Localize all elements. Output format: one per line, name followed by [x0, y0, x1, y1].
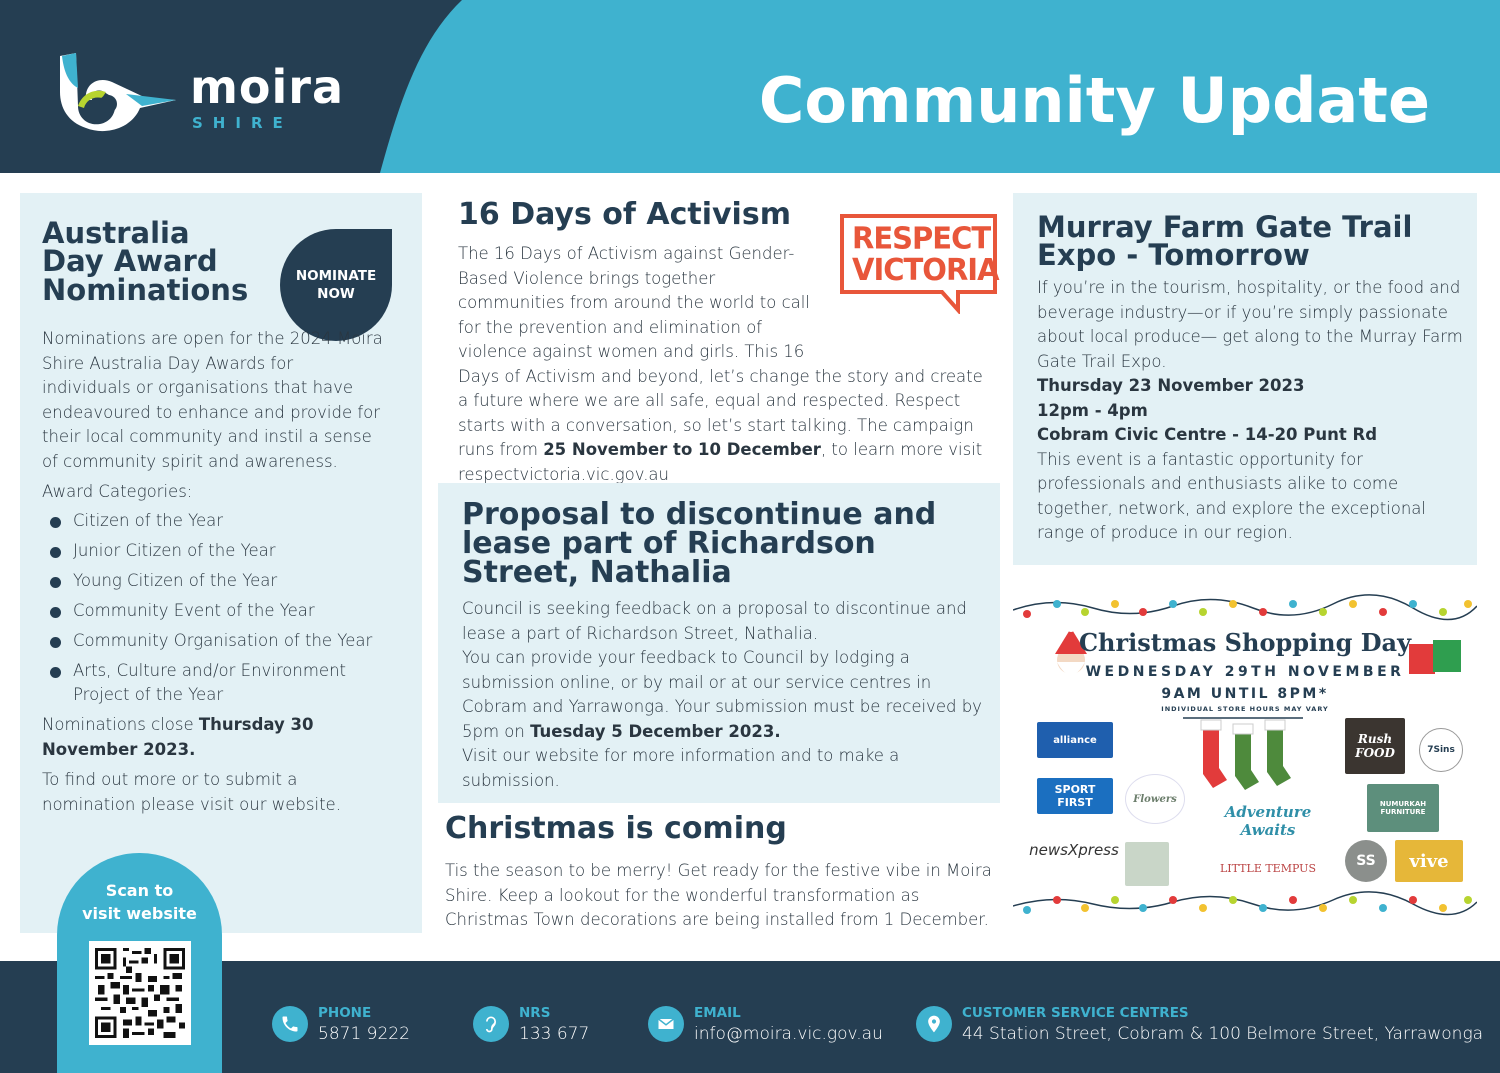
- page-title: Community Update: [758, 64, 1430, 137]
- list-item: Community Event of the Year: [42, 599, 387, 624]
- close-prefix: Nominations close: [42, 715, 199, 734]
- australia-day-body: [42, 327, 387, 817]
- find-out-more: To find out more or to submit a nomination please visit our website.: [42, 770, 341, 814]
- email-icon-graphic: [656, 1014, 676, 1034]
- centres-value: 44 Station Street, Cobram & 100 Belmore Street, Yarrawonga: [962, 1024, 1484, 1044]
- sponsor-logo: [1125, 842, 1169, 886]
- sponsor-logo: vive: [1395, 840, 1463, 882]
- phone-icon-graphic: [280, 1014, 300, 1034]
- sponsor-logo: Rush FOOD: [1345, 718, 1405, 774]
- sponsor-logo: SS: [1345, 840, 1387, 882]
- nominations-close: [42, 713, 387, 762]
- scan-label: [57, 879, 222, 925]
- proposal-p2: [462, 646, 987, 744]
- shopping-day-note: INDIVIDUAL STORE HOURS MAY VARY: [1161, 705, 1329, 713]
- title-line: Australia: [42, 216, 190, 250]
- list-item: Young Citizen of the Year: [42, 569, 387, 594]
- contact-nrs[interactable]: [473, 1004, 589, 1046]
- proposal-body: [462, 597, 987, 793]
- location-pin-icon: [916, 1006, 952, 1042]
- list-item: Community Organisation of the Year: [42, 629, 387, 654]
- respect-logo-line: RESPECT: [852, 220, 991, 257]
- badge-line: NOMINATE: [295, 268, 377, 284]
- scan-website-tab[interactable]: [57, 853, 222, 1073]
- contact-phone[interactable]: [272, 1004, 410, 1046]
- farm-gate-body: [1037, 276, 1469, 546]
- sponsor-logo: NUMURKAH FURNITURE: [1367, 784, 1439, 832]
- activism-title: 16 Days of Activism: [458, 197, 791, 232]
- scan-line: visit website: [82, 904, 197, 923]
- australia-day-title: [42, 216, 282, 307]
- logo-spacer: [818, 242, 988, 347]
- shopping-day-time: 9AM UNTIL 8PM*: [1161, 686, 1329, 702]
- nrs-value: 133 677: [519, 1024, 590, 1044]
- sponsor-logo: LITTLE TEMPUS: [1219, 861, 1316, 875]
- categories-label: Award Categories:: [42, 482, 193, 501]
- contact-email[interactable]: [648, 1004, 883, 1046]
- sponsor-logo: 7Sins: [1419, 728, 1463, 772]
- shopping-day-date: WEDNESDAY 29TH NOVEMBER: [1085, 664, 1405, 680]
- sponsor-logo: newsXpress: [1029, 841, 1119, 859]
- phone-value: 5871 9222: [318, 1024, 410, 1044]
- list-item: Citizen of the Year: [42, 509, 387, 534]
- farm-gate-outro: This event is a fantastic opportunity for professionals and enthusiasts alike to come together, network, and explore the exceptional range of produce in our region.: [1037, 449, 1427, 542]
- badge-line: NOW: [317, 286, 355, 302]
- award-categories-list: [42, 509, 387, 708]
- australia-day-intro: Nominations are open for the 2024 Moira Shire Australia Day Awards for individuals or organisations that have endeavoured to enhance and provide for their local community and instil a sense of community spirit and awareness.: [42, 329, 383, 471]
- proposal-p1: Council is seeking feedback on a proposal to discontinue and lease a part of Richardson Street, Nathalia.: [462, 599, 967, 643]
- list-item: Junior Citizen of the Year: [42, 539, 387, 564]
- christmas-title: Christmas is coming: [445, 811, 787, 846]
- activism-body: [458, 242, 988, 487]
- email-value: info@moira.vic.gov.au: [694, 1024, 883, 1044]
- hearing-icon: [473, 1006, 509, 1042]
- farm-gate-venue: Cobram Civic Centre - 14-20 Punt Rd: [1037, 425, 1378, 444]
- hearing-icon-graphic: [481, 1014, 501, 1034]
- sponsor-logo: SPORT FIRST: [1037, 778, 1113, 814]
- title-line: Murray Farm Gate Trail: [1037, 210, 1413, 244]
- proposal-p2-text: You can provide your feedback to Council by lodging a submission online, or by mail or at our service centres in Cobram and Yarrawonga. Your submission must be received by 5pm on: [462, 648, 982, 741]
- list-item: Arts, Culture and/or Environment Project of the Year: [42, 659, 387, 708]
- sponsor-logo: alliance: [1037, 722, 1113, 758]
- qr-code-graphic: [95, 947, 185, 1039]
- title-line: Nominations: [42, 272, 249, 307]
- farm-gate-intro: If you’re in the tourism, hospitality, or the food and beverage industry—or if you’re simply passionate about local produce— get along to the Murray Farm Gate Trail Expo.: [1037, 278, 1463, 371]
- activism-text-a: The 16 Days of Activism against Gender-Based Violence brings together communities from around the world to call for the prevention and elimination of violence against women and girls. This 16 Days of Activism and beyond, let’s change the story and create a future where we are all safe, equal and respected. Respect starts with a conversation, so let’s start talking. The campaign runs from: [458, 244, 983, 459]
- scan-line: Scan to: [105, 881, 174, 900]
- header-banner: [0, 0, 1500, 173]
- phone-label: PHONE: [318, 1005, 372, 1021]
- nrs-label: NRS: [519, 1005, 551, 1021]
- location-pin-icon-graphic: [924, 1014, 944, 1034]
- farm-gate-time: 12pm - 4pm: [1037, 400, 1148, 420]
- title-line: Expo - Tomorrow: [1037, 238, 1310, 273]
- email-label: EMAIL: [694, 1005, 741, 1021]
- centres-label: CUSTOMER SERVICE CENTRES: [962, 1005, 1189, 1021]
- title-line: Day Award: [42, 244, 218, 279]
- proposal-deadline: Tuesday 5 December 2023.: [530, 721, 781, 741]
- qr-code-icon[interactable]: [89, 941, 191, 1045]
- close-date: Thursday 30 November 2023.: [42, 715, 314, 759]
- activism-dates: 25 November to 10 December: [543, 440, 821, 459]
- proposal-p3: Visit our website for more information and to make a submission.: [462, 746, 900, 790]
- sponsor-logo: Flowers: [1125, 774, 1185, 824]
- logo-wordmark: moira: [190, 60, 345, 114]
- logo-subtitle: SHIRE: [192, 114, 293, 132]
- shopping-day-title: Christmas Shopping Day: [1078, 628, 1412, 657]
- farm-gate-panel: [1013, 193, 1477, 565]
- phone-icon: [272, 1006, 308, 1042]
- contact-service-centres[interactable]: [916, 1004, 1483, 1046]
- christmas-body: Tis the season to be merry! Get ready for the festive vibe in Moira Shire. Keep a lookout for the wonderful transformation as Christmas Town decorations are being installed from 1 December.: [445, 861, 992, 929]
- respect-logo-line: VICTORIA: [852, 251, 999, 288]
- activism-text-b: , to learn more visit respectvictoria.vic.gov.au: [458, 440, 983, 484]
- proposal-title: Proposal to discontinue and lease part of Richardson Street, Nathalia: [462, 497, 937, 590]
- australia-day-panel: [20, 193, 422, 933]
- sponsor-logo: Adventure Awaits: [1224, 803, 1312, 839]
- moira-shire-logo[interactable]: [56, 48, 356, 138]
- nominate-now-badge[interactable]: [280, 229, 392, 341]
- christmas-shopping-poster[interactable]: [1013, 588, 1477, 928]
- email-icon: [648, 1006, 684, 1042]
- farm-gate-title: [1037, 210, 1467, 273]
- christmas-section: [445, 811, 1000, 846]
- logo-mark-icon: [56, 48, 181, 133]
- farm-gate-date: Thursday 23 November 2023: [1037, 376, 1305, 395]
